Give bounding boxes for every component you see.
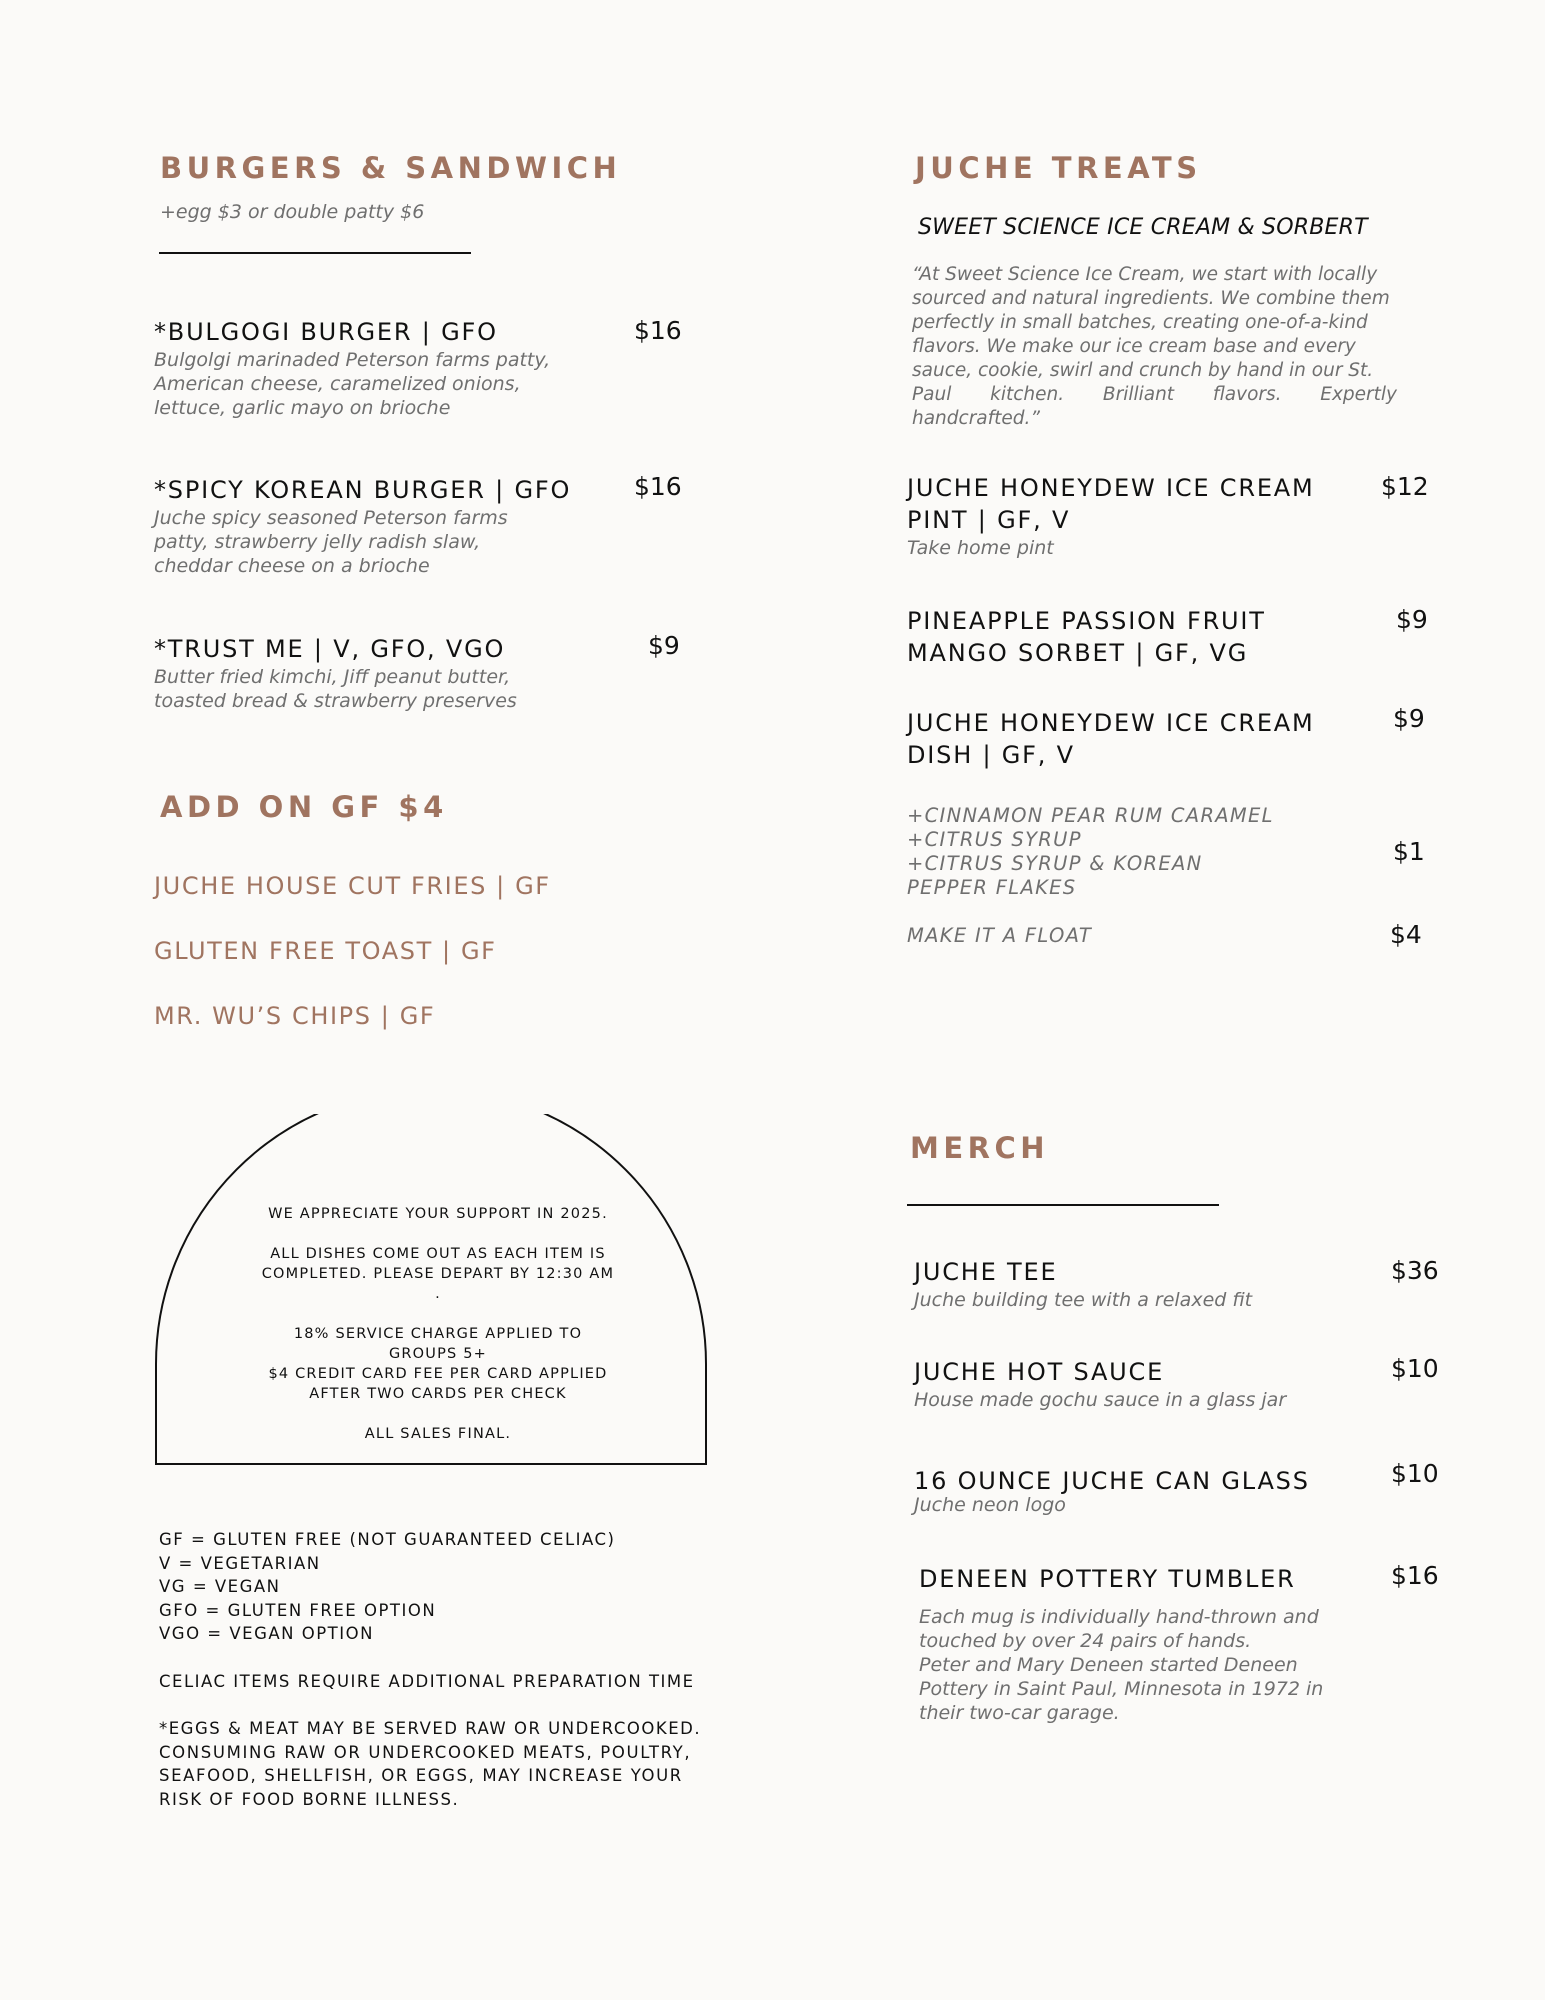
treats-section-title: JUCHE TREATS	[915, 151, 1202, 185]
float-option: MAKE IT A FLOAT	[907, 924, 1093, 947]
item-name: 16 OUNCE JUCHE CAN GLASS	[914, 1467, 1310, 1495]
menu-item-pineapple-sorbet	[907, 605, 1437, 669]
merch-item-can-glass	[914, 1459, 1444, 1517]
addon-section-title: ADD ON GF $4	[160, 790, 448, 824]
merch-item-tee	[914, 1256, 1444, 1312]
item-price: $12	[1381, 472, 1429, 501]
menu-item-trust-me	[154, 633, 684, 713]
item-description: Juche spicy seasoned Peterson farms patty, strawberry jelly radish slaw, cheddar cheese on a brioche	[154, 507, 508, 577]
menu-item-honeydew-pint	[907, 472, 1437, 560]
treats-subtitle: SWEET SCIENCE ICE CREAM & SORBERT	[918, 215, 1368, 240]
item-description: Butter fried kimchi, Jiff peanut butter, toasted bread & strawberry preserves	[154, 666, 517, 712]
merch-item-hot-sauce	[914, 1356, 1444, 1412]
celiac-note: CELIAC ITEMS REQUIRE ADDITIONAL PREPARATION TIME	[159, 1672, 695, 1691]
item-description: Juche building tee with a relaxed fit	[914, 1289, 1253, 1311]
item-name: *BULGOGI BURGER | GFO	[154, 318, 498, 346]
topping-options: +CINNAMON PEAR RUM CARAMEL +CITRUS SYRUP +CITRUS SYRUP & KOREAN PEPPER FLAKES	[907, 804, 1274, 899]
item-description: Take home pint	[907, 537, 1054, 559]
item-name: *TRUST ME | V, GFO, VGO	[154, 635, 506, 663]
item-price: $9	[1396, 605, 1428, 634]
item-description: House made gochu sauce in a glass jar	[914, 1389, 1287, 1411]
item-name: JUCHE HONEYDEW ICE CREAM PINT | GF, V	[907, 474, 1315, 534]
treats-quote: “At Sweet Science Ice Cream, we start with locally sourced and natural ingredients. We combine them perfectly in small batches, creating one-of-a-kind flavors. We make our ice cream base and every sauce, cookie, swirl and crunch by hand in our St. Paul kitchen. Brilliant flavors. Expertly handcrafted.”	[912, 264, 1397, 429]
item-description: Each mug is individually hand-thrown and touched by over 24 pairs of hands. Peter and Mary Deneen started Deneen Pottery in Saint Paul, Minnesota in 1972 in their two-car garage.	[919, 1606, 1324, 1724]
notice-text: WE APPRECIATE YOUR SUPPORT IN 2025. ALL DISHES COME OUT AS EACH ITEM IS COMPLETED. PLEASE DEPART BY 12:30 AM . 18% SERVICE CHARGE APPLIED TO GROUPS 5+ $4 CREDIT CARD FEE PER CARD APPLIED AFTER TWO CARDS PER CHECK ALL SALES FINAL.	[261, 1206, 615, 1442]
item-name: PINEAPPLE PASSION FRUIT MANGO SORBET | GF, VG	[907, 607, 1266, 667]
merch-section-title: MERCH	[910, 1131, 1050, 1165]
section-divider	[907, 1204, 1219, 1206]
burgers-subtitle: +egg $3 or double patty $6	[160, 201, 425, 223]
menu-item-bulgogi-burger	[154, 316, 684, 420]
item-name: JUCHE TEE	[914, 1258, 1058, 1286]
item-name: DENEEN POTTERY TUMBLER	[919, 1565, 1296, 1593]
dietary-legend: GF = GLUTEN FREE (NOT GUARANTEED CELIAC) V = VEGETARIAN VG = VEGAN GFO = GLUTEN FREE OPTION VGO = VEGAN OPTION	[159, 1530, 616, 1643]
item-price: $16	[634, 472, 682, 501]
item-name: JUCHE HONEYDEW ICE CREAM DISH | GF, V	[907, 709, 1315, 769]
merch-item-tumbler	[919, 1563, 1449, 1725]
item-price: $16	[634, 316, 682, 345]
item-price: $10	[1391, 1459, 1439, 1488]
item-price: $36	[1391, 1256, 1439, 1285]
item-description: Bulgolgi marinaded Peterson farms patty, American cheese, caramelized onions, lettuce, garlic mayo on brioche	[154, 349, 551, 419]
float-price: $4	[1390, 920, 1422, 949]
addon-item-fries: JUCHE HOUSE CUT FRIES | GF	[154, 872, 551, 900]
burgers-section-title: BURGERS & SANDWICH	[160, 151, 622, 185]
menu-item-honeydew-dish	[907, 704, 1437, 771]
item-name: *SPICY KOREAN BURGER | GFO	[154, 476, 572, 504]
item-price: $9	[648, 631, 680, 660]
raw-food-warning: *EGGS & MEAT MAY BE SERVED RAW OR UNDERCOOKED. CONSUMING RAW OR UNDERCOOKED MEATS, POULTRY, SEAFOOD, SHELLFISH, OR EGGS, MAY INCREASE YOUR RISK OF FOOD BORNE ILLNESS.	[159, 1719, 702, 1809]
section-divider	[159, 252, 471, 254]
item-price: $9	[1393, 704, 1425, 733]
addon-item-chips: MR. WU’S CHIPS | GF	[154, 1002, 436, 1030]
item-price: $10	[1391, 1354, 1439, 1383]
topping-price: $1	[1393, 837, 1425, 866]
item-price: $16	[1391, 1561, 1439, 1590]
item-description: Juche neon logo	[914, 1494, 1066, 1516]
addon-item-toast: GLUTEN FREE TOAST | GF	[154, 937, 497, 965]
item-name: JUCHE HOT SAUCE	[914, 1358, 1165, 1386]
menu-item-spicy-korean-burger	[154, 474, 684, 578]
